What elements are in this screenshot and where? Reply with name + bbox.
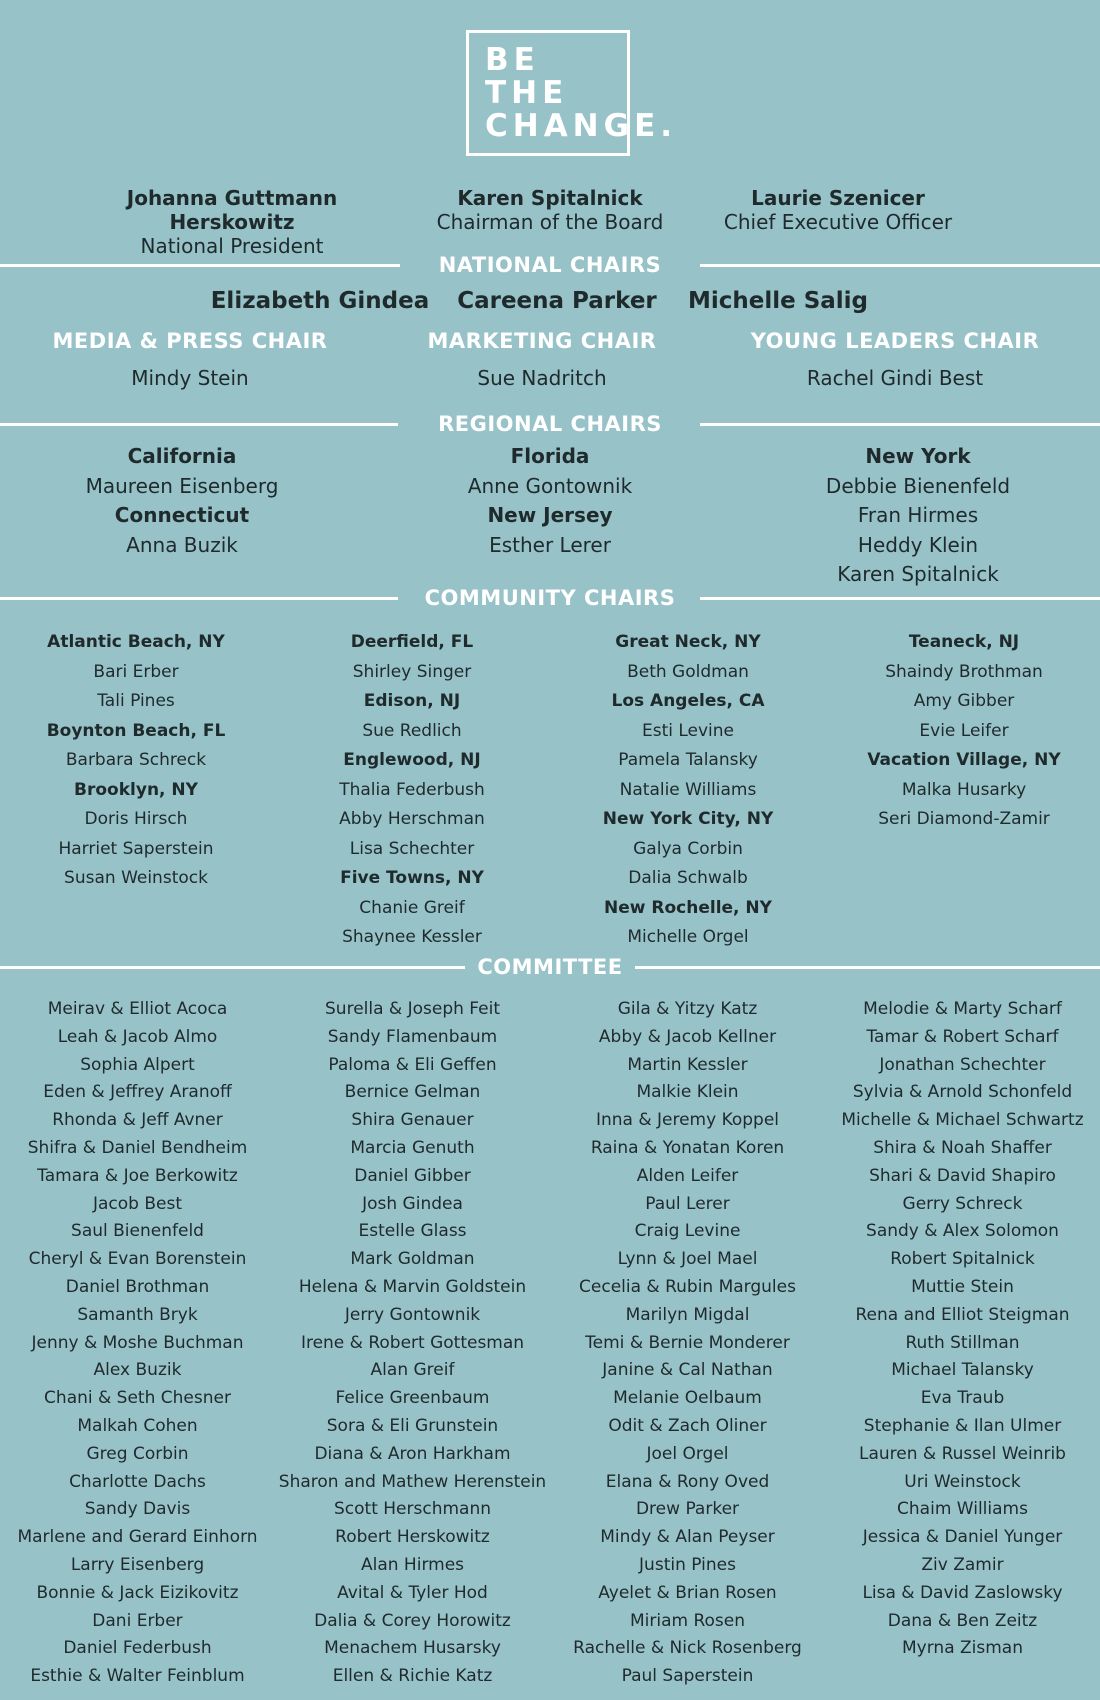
- region-chair-name: Karen Spitalnick: [837, 562, 999, 586]
- committee-member: Sandy Flamenbaum: [327, 1026, 498, 1047]
- community-chair-name: Seri Diamond-Zamir: [878, 809, 1050, 829]
- community-chair-name: Bari Erber: [93, 661, 179, 682]
- community-chair-name: Tali Pines: [97, 691, 175, 711]
- community-location: Teaneck, NJ: [908, 632, 1020, 652]
- committee-member: Paul Saperstein: [621, 1666, 754, 1687]
- logo-line: CHANGE.: [485, 108, 678, 144]
- community-chair-name: Chanie Greif: [359, 897, 465, 918]
- committee-member: Sharon and Mathew Herenstein: [278, 1471, 547, 1492]
- committee-member: Daniel Gibber: [354, 1165, 471, 1186]
- committee-member: Sandy & Alex Solomon: [866, 1221, 1059, 1242]
- region-chair-name: Maureen Eisenberg: [85, 473, 279, 498]
- community-chair-name: Beth Goldman: [627, 661, 749, 682]
- region-chair-name: Anna Buzik: [126, 532, 238, 557]
- community-chair-name: Pamela Talansky: [618, 750, 758, 770]
- leader-name: Johanna Guttmann Herskowitz: [126, 186, 338, 234]
- community-chair-name: Thalia Federbush: [339, 779, 485, 800]
- region-state: California: [127, 444, 237, 468]
- community-location: Atlantic Beach, NY: [47, 632, 225, 652]
- community-chair-name: Dalia Schwalb: [628, 868, 748, 888]
- committee-member: Avital & Tyler Hod: [337, 1582, 488, 1603]
- committee-member: Jonathan Schechter: [879, 1054, 1046, 1075]
- committee-member: Abby & Jacob Kellner: [598, 1026, 777, 1047]
- committee-member: Mark Goldman: [350, 1249, 475, 1270]
- section-regional-chairs: [0, 409, 1100, 439]
- committee-member: Sophia Alpert: [80, 1054, 195, 1075]
- community-location: Edison, NJ: [363, 691, 461, 711]
- community-chair-name: Evie Leifer: [919, 720, 1009, 741]
- leader-title: Chairman of the Board: [436, 210, 664, 234]
- committee-member: Muttie Stein: [911, 1276, 1014, 1297]
- leader-name: Laurie Szenicer: [751, 186, 925, 210]
- region-chair-name: Debbie Bienenfeld: [825, 473, 1011, 498]
- committee-member: Inna & Jeremy Koppel: [595, 1110, 780, 1131]
- committee-member: Gila & Yitzy Katz: [617, 999, 758, 1019]
- region-state: Florida: [510, 444, 590, 468]
- committee-member: Leah & Jacob Almo: [57, 1026, 218, 1047]
- committee-member: Malkie Klein: [636, 1082, 739, 1103]
- section-community-chairs: [0, 583, 1100, 613]
- committee-member: Cheryl & Evan Borenstein: [28, 1249, 247, 1270]
- leader-title: National President: [140, 234, 324, 258]
- section-title: COMMUNITY CHAIRS: [424, 586, 676, 610]
- committee-member: Marilyn Migdal: [625, 1304, 750, 1325]
- leader-ceo: [668, 186, 1008, 234]
- committee-member: Alden Leifer: [636, 1165, 739, 1186]
- community-chair-name: Lisa Schechter: [349, 838, 475, 859]
- community-chair-name: Malka Husarky: [901, 779, 1027, 800]
- committee-column: [275, 996, 550, 1691]
- community-chair-name: Susan Weinstock: [64, 868, 208, 888]
- national-chair-name: Careena Parker: [457, 288, 657, 314]
- community-chair-name: Barbara Schreck: [65, 750, 207, 770]
- committee-member: Shifra & Daniel Bendheim: [27, 1137, 248, 1158]
- role-name: Mindy Stein: [131, 366, 249, 390]
- region-chair-name: Fran Hirmes: [857, 503, 979, 527]
- committee-member: Odit & Zach Oliner: [608, 1415, 767, 1436]
- community-chair-name: Harriet Saperstein: [58, 838, 214, 859]
- region-chair-name: Esther Lerer: [489, 532, 611, 557]
- committee-member: Jenny & Moshe Buchman: [31, 1332, 244, 1353]
- regional-column: [738, 442, 1098, 590]
- committee-member: Paul Lerer: [645, 1193, 730, 1214]
- community-location: Vacation Village, NY: [867, 750, 1061, 770]
- committee-member: Raina & Yonatan Koren: [590, 1137, 785, 1158]
- leader-president: [62, 186, 402, 258]
- committee-member: Cecelia & Rubin Margules: [579, 1276, 796, 1297]
- committee-member: Ziv Zamir: [921, 1554, 1004, 1575]
- committee-member: Joel Orgel: [646, 1443, 729, 1464]
- region-chair-name: Heddy Klein: [857, 532, 979, 557]
- committee-member: Robert Herskowitz: [335, 1527, 490, 1548]
- regional-column: [2, 442, 362, 560]
- region-state: Connecticut: [114, 503, 250, 527]
- committee-member: Chaim Williams: [897, 1499, 1028, 1520]
- community-chair-name: Shaindy Brothman: [885, 661, 1043, 682]
- committee-member: Paloma & Eli Geffen: [328, 1054, 497, 1075]
- committee-member: Ruth Stillman: [905, 1332, 1020, 1353]
- community-location: New York City, NY: [602, 809, 774, 829]
- committee-member: Michelle & Michael Schwartz: [841, 1110, 1084, 1131]
- community-chair-name: Natalie Williams: [619, 779, 757, 800]
- section-title: COMMITTEE: [477, 955, 623, 979]
- community-column: [829, 628, 1099, 835]
- section-title: REGIONAL CHAIRS: [438, 412, 662, 436]
- committee-member: Sylvia & Arnold Schonfeld: [852, 1082, 1073, 1103]
- committee-member: Janine & Cal Nathan: [602, 1360, 773, 1381]
- role-title: MEDIA & PRESS CHAIR: [52, 329, 328, 353]
- community-location: Great Neck, NY: [615, 632, 761, 652]
- committee-member: Rhonda & Jeff Avner: [52, 1110, 223, 1131]
- committee-member: Helena & Marvin Goldstein: [298, 1276, 527, 1297]
- committee-member: Shira & Noah Shaffer: [873, 1137, 1052, 1158]
- committee-member: Daniel Brothman: [65, 1276, 210, 1297]
- committee-member: Ellen & Richie Katz: [332, 1666, 493, 1687]
- committee-member: Gerry Schreck: [902, 1193, 1023, 1214]
- committee-member: Esthie & Walter Feinblum: [30, 1666, 245, 1687]
- community-column: [553, 628, 823, 953]
- committee-member: Lauren & Russel Weinrib: [859, 1443, 1066, 1464]
- committee-member: Josh Gindea: [362, 1193, 463, 1214]
- community-chair-name: Galya Corbin: [633, 838, 743, 859]
- committee-member: Lynn & Joel Mael: [617, 1249, 758, 1270]
- community-location: Deerfield, FL: [350, 632, 474, 652]
- logo-line: THE: [485, 75, 569, 111]
- leader-name: Karen Spitalnick: [457, 186, 643, 210]
- committee-member: Daniel Federbush: [63, 1638, 212, 1659]
- committee-member: Rachelle & Nick Rosenberg: [573, 1638, 802, 1659]
- committee-member: Malkah Cohen: [77, 1415, 198, 1436]
- committee-member: Martin Kessler: [627, 1054, 748, 1075]
- role-name: Sue Nadritch: [477, 366, 607, 390]
- committee-member: Craig Levine: [634, 1221, 741, 1242]
- community-location: Five Towns, NY: [340, 868, 484, 888]
- community-location: Boynton Beach, FL: [46, 720, 226, 741]
- committee-member: Dalia & Corey Horowitz: [314, 1610, 511, 1631]
- committee-member: Marcia Genuth: [350, 1137, 475, 1158]
- committee-member: Michael Talansky: [891, 1360, 1034, 1381]
- committee-member: Jerry Gontownik: [344, 1304, 481, 1325]
- committee-member: Tamar & Robert Scharf: [866, 1026, 1059, 1047]
- national-chair-name: Elizabeth Gindea: [210, 288, 430, 314]
- committee-column: [825, 996, 1100, 1663]
- committee-member: Surella & Joseph Feit: [325, 999, 500, 1019]
- committee-member: Jacob Best: [92, 1193, 183, 1214]
- committee-member: Mindy & Alan Peyser: [600, 1527, 775, 1548]
- committee-member: Robert Spitalnick: [890, 1249, 1035, 1270]
- region-chair-name: Anne Gontownik: [467, 473, 633, 498]
- committee-member: Temi & Bernie Monderer: [585, 1332, 790, 1353]
- community-chair-name: Sue Redlich: [362, 720, 462, 741]
- committee-member: Larry Eisenberg: [70, 1554, 205, 1575]
- role-title: YOUNG LEADERS CHAIR: [750, 329, 1040, 353]
- committee-member: Shira Genauer: [351, 1110, 474, 1131]
- leader-title: Chief Executive Officer: [723, 210, 953, 234]
- logo-line: BE: [485, 42, 540, 78]
- community-location: New Rochelle, NY: [604, 897, 772, 918]
- section-committee: [0, 952, 1100, 982]
- committee-member: Dani Erber: [92, 1610, 183, 1631]
- committee-member: Greg Corbin: [86, 1443, 189, 1464]
- committee-member: Melodie & Marty Scharf: [863, 999, 1062, 1019]
- committee-member: Irene & Robert Gottesman: [300, 1332, 525, 1353]
- leadership-row: [0, 186, 1100, 258]
- section-title: NATIONAL CHAIRS: [438, 253, 662, 277]
- committee-member: Eden & Jeffrey Aranoff: [43, 1082, 232, 1103]
- committee-member: Shari & David Shapiro: [869, 1165, 1056, 1186]
- committee-member: Scott Herschmann: [333, 1499, 491, 1520]
- committee-column: [550, 996, 825, 1691]
- community-chair-name: Amy Gibber: [913, 691, 1015, 711]
- committee-column: [0, 996, 275, 1691]
- community-chair-name: Shaynee Kessler: [342, 927, 482, 947]
- section-national-chairs: [0, 250, 1100, 280]
- committee-member: Elana & Rony Oved: [605, 1471, 770, 1492]
- committee-member: Melanie Oelbaum: [613, 1388, 762, 1409]
- community-location: Los Angeles, CA: [611, 691, 765, 711]
- community-location: Englewood, NJ: [343, 750, 481, 770]
- community-chair-name: Esti Levine: [641, 720, 735, 741]
- regional-column: [370, 442, 730, 560]
- committee-member: Tamara & Joe Berkowitz: [37, 1165, 238, 1186]
- role-title: MARKETING CHAIR: [427, 329, 657, 353]
- community-chair-name: Shirley Singer: [352, 661, 472, 682]
- committee-member: Myrna Zisman: [902, 1638, 1023, 1659]
- committee-member: Drew Parker: [635, 1499, 740, 1520]
- committee-member: Justin Pines: [639, 1554, 736, 1575]
- committee-member: Eva Traub: [920, 1388, 1005, 1409]
- committee-member: Lisa & David Zaslowsky: [862, 1582, 1063, 1603]
- region-state: New York: [865, 444, 971, 468]
- community-chair-name: Michelle Orgel: [627, 927, 749, 947]
- community-column: [277, 628, 547, 953]
- committee-member: Felice Greenbaum: [335, 1388, 490, 1409]
- region-state: New Jersey: [487, 503, 613, 527]
- national-chair-name: Michelle Salig: [687, 288, 869, 314]
- be-the-change-logo: [466, 30, 678, 156]
- committee-member: Menachem Husarsky: [324, 1638, 501, 1659]
- committee-member: Saul Bienenfeld: [71, 1221, 204, 1242]
- committee-member: Jessica & Daniel Yunger: [862, 1527, 1063, 1548]
- committee-member: Alan Greif: [370, 1360, 455, 1381]
- committee-member: Marlene and Gerard Einhorn: [17, 1527, 258, 1548]
- community-chair-name: Abby Herschman: [339, 809, 485, 829]
- community-chair-name: Doris Hirsch: [84, 809, 188, 829]
- committee-member: Sora & Eli Grunstein: [326, 1415, 499, 1436]
- committee-member: Bonnie & Jack Eizikovitz: [36, 1582, 239, 1603]
- committee-member: Dana & Ben Zeitz: [887, 1610, 1038, 1631]
- committee-member: Diana & Aron Harkham: [314, 1443, 511, 1464]
- role-name: Rachel Gindi Best: [806, 366, 984, 390]
- committee-member: Bernice Gelman: [344, 1082, 481, 1103]
- committee-member: Estelle Glass: [358, 1221, 467, 1242]
- committee-member: Uri Weinstock: [904, 1471, 1021, 1492]
- committee-member: Alex Buzik: [93, 1360, 182, 1381]
- committee-member: Ayelet & Brian Rosen: [598, 1582, 777, 1603]
- committee-member: Meirav & Elliot Acoca: [47, 999, 228, 1019]
- committee-member: Chani & Seth Chesner: [44, 1388, 231, 1409]
- community-location: Brooklyn, NY: [74, 779, 198, 800]
- committee-member: Charlotte Dachs: [69, 1471, 206, 1492]
- committee-member: Miriam Rosen: [629, 1610, 746, 1631]
- committee-member: Rena and Elliot Steigman: [855, 1304, 1070, 1325]
- committee-member: Sandy Davis: [84, 1499, 191, 1520]
- community-column: [1, 628, 271, 894]
- committee-member: Stephanie & Ilan Ulmer: [863, 1415, 1062, 1436]
- committee-member: Samanth Bryk: [77, 1304, 198, 1325]
- committee-member: Alan Hirmes: [360, 1554, 465, 1575]
